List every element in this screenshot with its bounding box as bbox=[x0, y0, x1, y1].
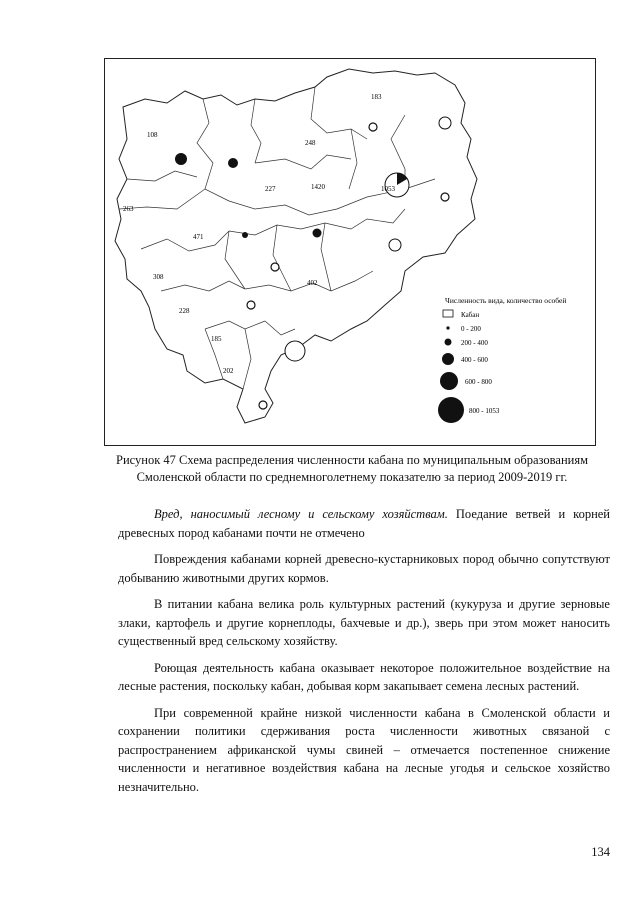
district-value: 108 bbox=[147, 131, 158, 139]
paragraph: Роющая деятельность кабана оказывает некоторое положительное воздействие на лесные растения, поскольку кабан, добывая корм закапывает семена лесных растений. bbox=[118, 660, 610, 693]
region-map bbox=[105, 59, 597, 447]
legend-class-label: 0 - 200 bbox=[461, 325, 481, 333]
legend bbox=[438, 296, 566, 423]
district-value: 263 bbox=[123, 205, 134, 213]
caption-line: Рисунок 47 Схема распределения численности кабана по муниципальным образованиям bbox=[116, 453, 588, 467]
district-value: 227 bbox=[265, 185, 276, 193]
district-value: 185 bbox=[211, 335, 222, 343]
proportional-symbols bbox=[175, 117, 451, 409]
legend-class-label: 400 - 600 bbox=[461, 356, 488, 364]
district-value-labels bbox=[123, 93, 396, 375]
legend-class-label: 200 - 400 bbox=[461, 339, 488, 347]
district-value: 202 bbox=[223, 367, 234, 375]
paragraph bbox=[118, 505, 610, 542]
district-value: 308 bbox=[153, 273, 164, 281]
legend-symbol bbox=[446, 326, 449, 329]
district-value: 1053 bbox=[381, 185, 395, 193]
legend-swatch bbox=[443, 310, 453, 317]
district-value: 228 bbox=[179, 307, 190, 315]
caption-line: Смоленской области по среднемноголетнему показателю за период 2009-2019 гг. bbox=[136, 470, 568, 484]
legend-symbol bbox=[442, 353, 454, 365]
body-text bbox=[118, 505, 610, 804]
paragraph: Повреждения кабанами корней древесно-кустарниковых пород обычно сопутствуют добыванию животными других кормов. bbox=[118, 552, 610, 585]
legend-title: Численность вида, количество особей bbox=[445, 296, 567, 305]
legend-class-label: 800 - 1053 bbox=[469, 407, 500, 415]
district-value: 402 bbox=[307, 279, 318, 287]
legend-symbol bbox=[445, 339, 452, 346]
italic-lead: Вред, наносимый лесному и сельскому хозяйствам. bbox=[154, 507, 448, 521]
paragraph-text: Поедание ветвей и корней древесных пород кабанами почти не отмечено bbox=[118, 507, 611, 540]
legend-series-label: Кабан bbox=[461, 311, 480, 319]
district-borders bbox=[119, 87, 435, 389]
figure-caption bbox=[92, 452, 612, 486]
legend-symbol bbox=[440, 372, 458, 390]
paragraph: При современной крайне низкой численности кабана в Смоленской области и сохранении политики сдерживания роста численности животных связаной с распространением африканской чумы свиней – отмечается постепенное снижение численности и негативное воздействия кабана на лесные угодья и сельское хозяйство незначительно. bbox=[118, 705, 610, 794]
figure-frame bbox=[104, 58, 596, 446]
district-value: 183 bbox=[371, 93, 382, 101]
legend-class-label: 600 - 800 bbox=[465, 378, 492, 386]
page-number: 134 bbox=[591, 845, 610, 859]
legend-symbol bbox=[438, 397, 464, 423]
district-value: 248 bbox=[305, 139, 316, 147]
district-value: 1420 bbox=[311, 183, 325, 191]
district-value: 471 bbox=[193, 233, 204, 241]
paragraph: В питании кабана велика роль культурных растений (кукуруза и другие зерновые злаки, картофель и другие корнеплоды, бахчевые и др.), зверь при этом может наносить существенный вред сельскому хозяйству. bbox=[118, 597, 610, 648]
